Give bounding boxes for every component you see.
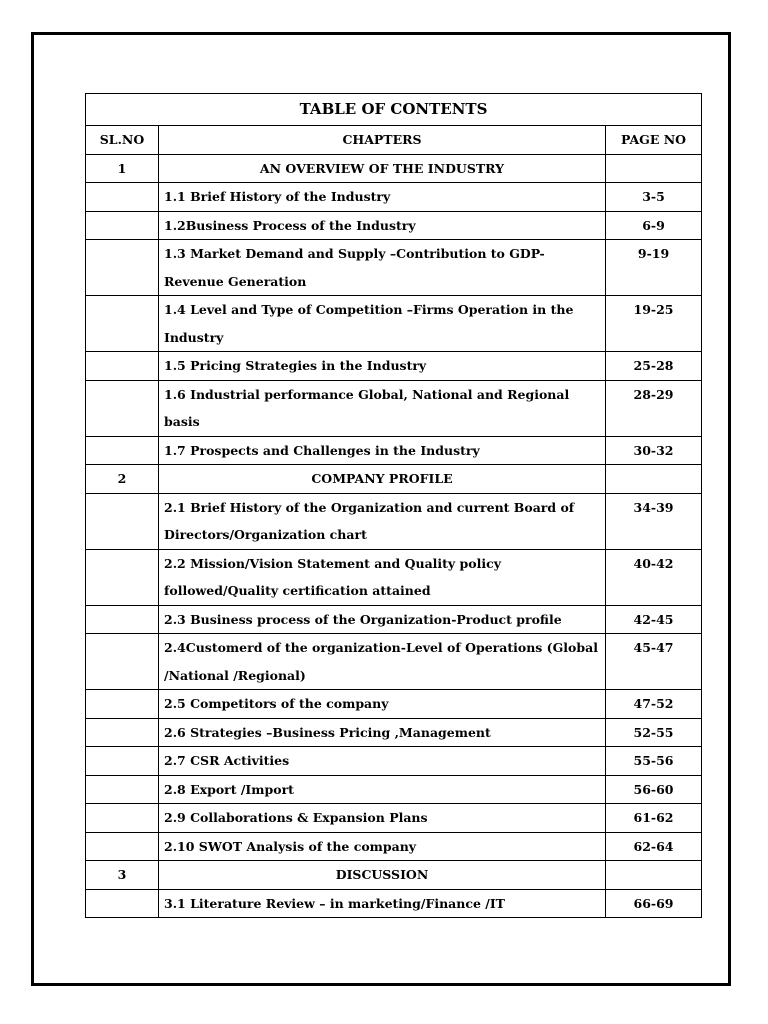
section-title-cell: AN OVERVIEW OF THE INDUSTRY bbox=[159, 154, 606, 183]
chapter-cell: 2.10 SWOT Analysis of the company bbox=[159, 832, 606, 861]
sl-no-cell: 3 bbox=[86, 861, 159, 890]
page-no-cell: 55-56 bbox=[606, 747, 702, 776]
chapter-cell: 2.1 Brief History of the Organization and current Board of Directors/Organization chart bbox=[159, 493, 606, 549]
sl-no-cell bbox=[86, 240, 159, 296]
page-no-cell: 25-28 bbox=[606, 352, 702, 381]
page-no-cell: 6-9 bbox=[606, 211, 702, 240]
section-row bbox=[86, 861, 702, 890]
page-no-cell: 30-32 bbox=[606, 436, 702, 465]
chapter-cell: 2.9 Collaborations & Expansion Plans bbox=[159, 804, 606, 833]
sl-no-cell bbox=[86, 183, 159, 212]
page-no-cell bbox=[606, 154, 702, 183]
table-row bbox=[86, 211, 702, 240]
page-no-cell: 62-64 bbox=[606, 832, 702, 861]
chapter-cell: 2.3 Business process of the Organization-Product profile bbox=[159, 605, 606, 634]
table-row bbox=[86, 240, 702, 296]
page-no-cell: 28-29 bbox=[606, 380, 702, 436]
table-row bbox=[86, 832, 702, 861]
page-no-cell: 19-25 bbox=[606, 296, 702, 352]
chapter-cell: 1.7 Prospects and Challenges in the Industry bbox=[159, 436, 606, 465]
sl-no-cell bbox=[86, 296, 159, 352]
table-row bbox=[86, 352, 702, 381]
page-no-cell: 42-45 bbox=[606, 605, 702, 634]
sl-no-cell bbox=[86, 832, 159, 861]
table-row bbox=[86, 804, 702, 833]
page-no-cell: 40-42 bbox=[606, 549, 702, 605]
header-chapters: CHAPTERS bbox=[159, 126, 606, 155]
table-row bbox=[86, 183, 702, 212]
sl-no-cell bbox=[86, 549, 159, 605]
table-row bbox=[86, 634, 702, 690]
table-row bbox=[86, 549, 702, 605]
table-row bbox=[86, 747, 702, 776]
sl-no-cell bbox=[86, 718, 159, 747]
sl-no-cell bbox=[86, 436, 159, 465]
sl-no-cell bbox=[86, 889, 159, 918]
chapter-cell: 2.4Customerd of the organization-Level of Operations (Global /National /Regional) bbox=[159, 634, 606, 690]
table-row bbox=[86, 605, 702, 634]
page-no-cell bbox=[606, 861, 702, 890]
sl-no-cell bbox=[86, 775, 159, 804]
page-no-cell: 56-60 bbox=[606, 775, 702, 804]
chapter-cell: 1.2Business Process of the Industry bbox=[159, 211, 606, 240]
chapter-cell: 1.4 Level and Type of Competition –Firms Operation in the Industry bbox=[159, 296, 606, 352]
toc-title: TABLE OF CONTENTS bbox=[86, 94, 702, 126]
header-slno: SL.NO bbox=[86, 126, 159, 155]
section-title-cell: DISCUSSION bbox=[159, 861, 606, 890]
table-row bbox=[86, 436, 702, 465]
chapter-cell: 2.8 Export /Import bbox=[159, 775, 606, 804]
page-no-cell: 61-62 bbox=[606, 804, 702, 833]
page-no-cell: 34-39 bbox=[606, 493, 702, 549]
sl-no-cell: 2 bbox=[86, 465, 159, 494]
chapter-cell: 2.6 Strategies –Business Pricing ,Management bbox=[159, 718, 606, 747]
sl-no-cell bbox=[86, 690, 159, 719]
header-page: PAGE NO bbox=[606, 126, 702, 155]
chapter-cell: 1.1 Brief History of the Industry bbox=[159, 183, 606, 212]
chapter-cell: 3.1 Literature Review – in marketing/Finance /IT bbox=[159, 889, 606, 918]
page-no-cell: 3-5 bbox=[606, 183, 702, 212]
sl-no-cell bbox=[86, 634, 159, 690]
page-no-cell: 45-47 bbox=[606, 634, 702, 690]
table-row bbox=[86, 889, 702, 918]
sl-no-cell bbox=[86, 352, 159, 381]
table-row bbox=[86, 718, 702, 747]
section-row bbox=[86, 465, 702, 494]
page-no-cell: 9-19 bbox=[606, 240, 702, 296]
table-row bbox=[86, 296, 702, 352]
header-row bbox=[86, 126, 702, 155]
chapter-cell: 1.3 Market Demand and Supply –Contribution to GDP-Revenue Generation bbox=[159, 240, 606, 296]
chapter-cell: 2.2 Mission/Vision Statement and Quality policy followed/Quality certification attained bbox=[159, 549, 606, 605]
section-title-cell: COMPANY PROFILE bbox=[159, 465, 606, 494]
page-no-cell bbox=[606, 465, 702, 494]
page-no-cell: 52-55 bbox=[606, 718, 702, 747]
table-row bbox=[86, 493, 702, 549]
table-of-contents bbox=[85, 93, 702, 918]
sl-no-cell bbox=[86, 605, 159, 634]
page-no-cell: 66-69 bbox=[606, 889, 702, 918]
chapter-cell: 2.5 Competitors of the company bbox=[159, 690, 606, 719]
section-row bbox=[86, 154, 702, 183]
table-row bbox=[86, 380, 702, 436]
sl-no-cell bbox=[86, 747, 159, 776]
toc-body bbox=[86, 154, 702, 918]
sl-no-cell bbox=[86, 493, 159, 549]
sl-no-cell: 1 bbox=[86, 154, 159, 183]
chapter-cell: 2.7 CSR Activities bbox=[159, 747, 606, 776]
sl-no-cell bbox=[86, 804, 159, 833]
page-no-cell: 47-52 bbox=[606, 690, 702, 719]
table-row bbox=[86, 690, 702, 719]
title-row bbox=[86, 94, 702, 126]
sl-no-cell bbox=[86, 380, 159, 436]
chapter-cell: 1.6 Industrial performance Global, National and Regional basis bbox=[159, 380, 606, 436]
table-row bbox=[86, 775, 702, 804]
sl-no-cell bbox=[86, 211, 159, 240]
chapter-cell: 1.5 Pricing Strategies in the Industry bbox=[159, 352, 606, 381]
